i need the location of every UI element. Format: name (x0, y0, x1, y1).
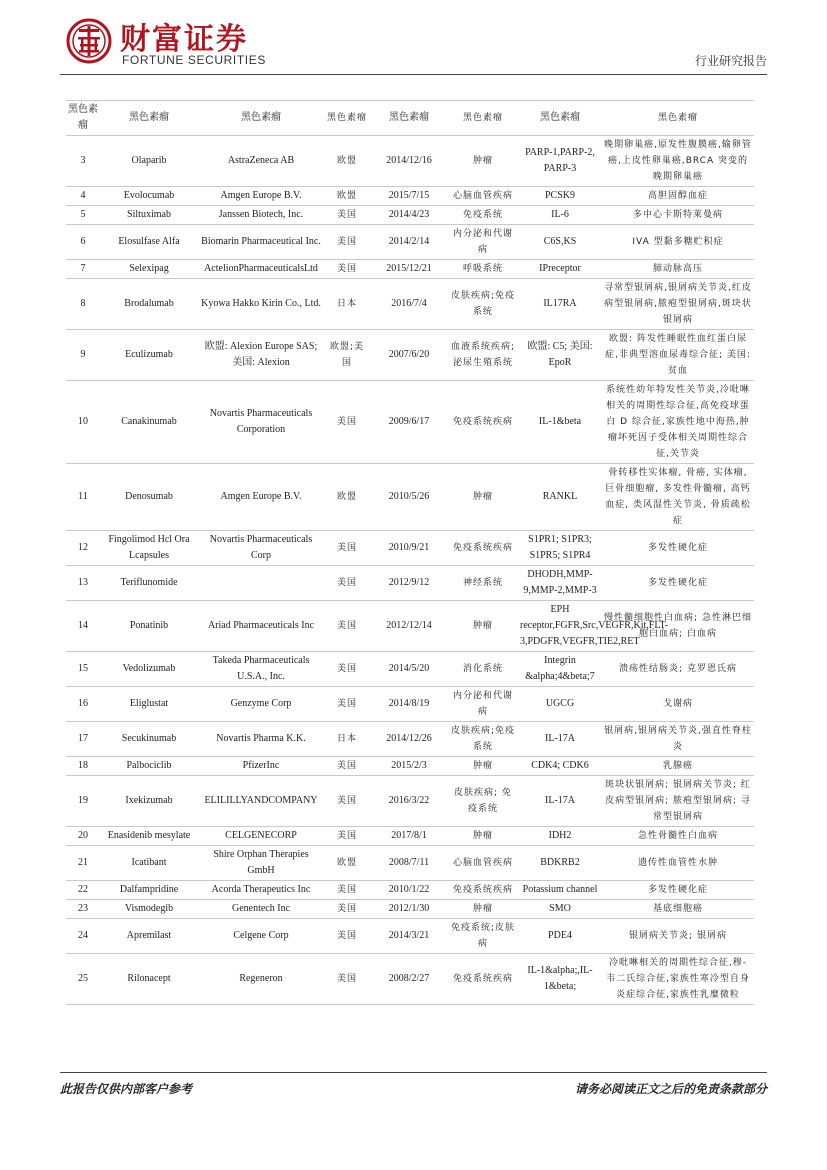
cell-drug-name: Siltuximab (100, 206, 198, 225)
cell-row-number: 7 (66, 260, 100, 279)
cell-company: Ariad Pharmaceuticals Inc (198, 601, 324, 652)
cell-approval-date: 2014/5/20 (370, 652, 448, 687)
cell-approval-date: 2014/4/23 (370, 206, 448, 225)
cell-indication: 乳腺癌 (602, 757, 754, 776)
cell-region: 美国 (324, 225, 370, 260)
cell-row-number: 9 (66, 330, 100, 381)
cell-indication: 多发性硬化症 (602, 566, 754, 601)
cell-company: ELILILLYANDCOMPANY (198, 776, 324, 827)
cell-row-number: 12 (66, 531, 100, 566)
cell-target: UGCG (518, 687, 602, 722)
cell-approval-date: 2007/6/20 (370, 330, 448, 381)
table-row (66, 652, 754, 687)
cell-company: Janssen Biotech, Inc. (198, 206, 324, 225)
cell-target: Potassium channel (518, 881, 602, 900)
cell-approval-date: 2012/1/30 (370, 900, 448, 919)
cell-indication: 基底细胞癌 (602, 900, 754, 919)
cell-therapeutic-area: 皮肤疾病; 免疫系统 (448, 776, 518, 827)
cell-drug-name: Eliglustat (100, 687, 198, 722)
cell-therapeutic-area: 肿瘤 (448, 757, 518, 776)
cell-company: Regeneron (198, 954, 324, 1005)
cell-region: 美国 (324, 827, 370, 846)
cell-therapeutic-area: 免疫系统疾病 (448, 531, 518, 566)
cell-target: DHODH,MMP-9,MMP-2,MMP-3 (518, 566, 602, 601)
cell-target: PDE4 (518, 919, 602, 954)
cell-target: IL-6 (518, 206, 602, 225)
cell-therapeutic-area: 血液系统疾病; 泌尿生殖系统 (448, 330, 518, 381)
cell-target: BDKRB2 (518, 846, 602, 881)
cell-approval-date: 2015/7/15 (370, 187, 448, 206)
brand-name-en: FORTUNE SECURITIES (122, 53, 266, 67)
table-row (66, 101, 754, 136)
table-row (66, 954, 754, 1005)
table-row (66, 776, 754, 827)
cell-therapeutic-area: 免疫系统;皮肤病 (448, 919, 518, 954)
cell-indication: 骨转移性实体瘤, 骨癌, 实体瘤, 巨骨细胞瘤, 多发性骨髓瘤, 高钙血症, 类风湿性关节炎, 骨质疏松症 (602, 464, 754, 531)
cell-drug-name: Fingolimod Hcl Ora Lcapsules (100, 531, 198, 566)
cell-company: Genentech Inc (198, 900, 324, 919)
cell-therapeutic-area: 内分泌和代谢病 (448, 687, 518, 722)
cell-therapeutic-area: 神经系统 (448, 566, 518, 601)
cell-indication: 多发性硬化症 (602, 531, 754, 566)
cell-therapeutic-area: 心脑血管疾病 (448, 187, 518, 206)
cell-indication: IVA 型黏多糖贮积症 (602, 225, 754, 260)
cell-row-number: 25 (66, 954, 100, 1005)
cell-indication: 慢性髓细胞性白血病; 急性淋巴细胞白血病; 白血病 (602, 601, 754, 652)
header-divider (60, 74, 767, 75)
cell-approval-date: 2014/12/26 (370, 722, 448, 757)
cell-therapeutic-area: 免疫系统疾病 (448, 954, 518, 1005)
cell-company: Biomarin Pharmaceutical Inc. (198, 225, 324, 260)
cell-drug-name: Vismodegib (100, 900, 198, 919)
table-row (66, 919, 754, 954)
cell-company: ActelionPharmaceuticalsLtd (198, 260, 324, 279)
cell-target: 欧盟: C5; 美国: EpoR (518, 330, 602, 381)
cell-region: 欧盟 (324, 464, 370, 531)
cell-drug-name: Olaparib (100, 136, 198, 187)
cell-company: Kyowa Hakko Kirin Co., Ltd. (198, 279, 324, 330)
cell-target: CDK4; CDK6 (518, 757, 602, 776)
cell-indication: 遗传性血管性水肿 (602, 846, 754, 881)
cell-region: 美国 (324, 776, 370, 827)
cell-region: 美国 (324, 381, 370, 464)
cell-therapeutic-area: 消化系统 (448, 652, 518, 687)
page-header (0, 0, 827, 80)
cell-indication: 冷吡啉相关的周期性综合征,穆-韦二氏综合征,家族性寒冷型自身炎症综合征,家族性乳糜微粒 (602, 954, 754, 1005)
fortune-securities-logo-icon (66, 18, 112, 64)
table-row (66, 136, 754, 187)
cell-region: 美国 (324, 919, 370, 954)
cell-drug-name: Secukinumab (100, 722, 198, 757)
cell-indication: 溃疡性结肠炎; 克罗恩氏病 (602, 652, 754, 687)
cell-row-number: 17 (66, 722, 100, 757)
cell-approval-date: 2012/9/12 (370, 566, 448, 601)
cell-approval-date: 2010/5/26 (370, 464, 448, 531)
cell-company: Genzyme Corp (198, 687, 324, 722)
cell-target: IL-17A (518, 776, 602, 827)
cell-company: Takeda Pharmaceuticals U.S.A., Inc. (198, 652, 324, 687)
cell-drug-name: Dalfampridine (100, 881, 198, 900)
cell-indication: 急性骨髓性白血病 (602, 827, 754, 846)
cell-drug-name: Canakinumab (100, 381, 198, 464)
cell-target: S1PR1; S1PR3; S1PR5; S1PR4 (518, 531, 602, 566)
cell-drug-name: Selexipag (100, 260, 198, 279)
table-row (66, 260, 754, 279)
cell-drug-name: Evolocumab (100, 187, 198, 206)
cell-approval-date: 2012/12/14 (370, 601, 448, 652)
cell-approval-date: 2014/8/19 (370, 687, 448, 722)
cell-indication: 晚期卵巢癌,原发性腹膜癌,输卵管癌,上皮性卵巢癌,BRCA 突变的晚期卵巢癌 (602, 136, 754, 187)
cell-row-number: 20 (66, 827, 100, 846)
cell-drug-name: Ponatinib (100, 601, 198, 652)
cell-target: PCSK9 (518, 187, 602, 206)
cell-target: IPreceptor (518, 260, 602, 279)
cell-approval-date: 2014/12/16 (370, 136, 448, 187)
cell-therapeutic-area: 免疫系统疾病 (448, 381, 518, 464)
footer-disclaimer-right: 请务必阅读正文之后的免责条款部分 (574, 1082, 767, 1096)
table-row (66, 206, 754, 225)
cell-approval-date: 黑色素瘤 (370, 101, 448, 136)
cell-region: 欧盟 (324, 846, 370, 881)
cell-therapeutic-area: 呼吸系统 (448, 260, 518, 279)
cell-company: Novartis Pharmaceuticals Corporation (198, 381, 324, 464)
table-row (66, 531, 754, 566)
table-body (66, 101, 754, 1005)
cell-approval-date: 2016/3/22 (370, 776, 448, 827)
report-type-label: 行业研究报告 (694, 54, 767, 68)
cell-region: 美国 (324, 687, 370, 722)
cell-target: PARP-1,PARP-2, PARP-3 (518, 136, 602, 187)
cell-region: 日本 (324, 279, 370, 330)
cell-row-number: 22 (66, 881, 100, 900)
cell-region: 美国 (324, 260, 370, 279)
cell-row-number: 21 (66, 846, 100, 881)
cell-drug-name: Icatibant (100, 846, 198, 881)
cell-indication: 黑色素瘤 (602, 101, 754, 136)
cell-row-number: 16 (66, 687, 100, 722)
table-row (66, 279, 754, 330)
cell-target: C6S,KS (518, 225, 602, 260)
footer-disclaimer-left: 此报告仅供内部客户参考 (60, 1082, 193, 1096)
table-row (66, 757, 754, 776)
cell-indication: 银屑病,银屑病关节炎,强直性脊柱炎 (602, 722, 754, 757)
cell-indication: 系统性幼年特发性关节炎,冷吡啉相关的周期性综合征,高免疫球蛋白 D 综合征,家族性地中海热,肿瘤坏死因子受体相关周期性综合征,关节炎 (602, 381, 754, 464)
cell-company: CELGENECORP (198, 827, 324, 846)
cell-target: EPH receptor,FGFR,Src,VEGFR,Kit,FLT-3,PDGFR,VEGFR,TIE2,RET (518, 601, 602, 652)
cell-row-number: 5 (66, 206, 100, 225)
table-row (66, 225, 754, 260)
table-row (66, 566, 754, 601)
cell-region: 美国 (324, 757, 370, 776)
cell-row-number: 14 (66, 601, 100, 652)
cell-therapeutic-area: 心脑血管疾病 (448, 846, 518, 881)
cell-target: Integrin &alpha;4&beta;7 (518, 652, 602, 687)
cell-therapeutic-area: 肿瘤 (448, 827, 518, 846)
cell-row-number: 6 (66, 225, 100, 260)
cell-company: Shire Orphan Therapies GmbH (198, 846, 324, 881)
cell-company: Celgene Corp (198, 919, 324, 954)
cell-indication: 高胆固醇血症 (602, 187, 754, 206)
cell-target: IL-17A (518, 722, 602, 757)
cell-company: Acorda Therapeutics Inc (198, 881, 324, 900)
cell-approval-date: 2014/2/14 (370, 225, 448, 260)
cell-indication: 肺动脉高压 (602, 260, 754, 279)
cell-company: Amgen Europe B.V. (198, 464, 324, 531)
footer-divider (60, 1072, 767, 1073)
cell-target: 黑色素瘤 (518, 101, 602, 136)
cell-drug-name: Vedolizumab (100, 652, 198, 687)
cell-target: IDH2 (518, 827, 602, 846)
cell-drug-name: Ixekizumab (100, 776, 198, 827)
cell-approval-date: 2009/6/17 (370, 381, 448, 464)
cell-therapeutic-area: 黑色素瘤 (448, 101, 518, 136)
cell-region: 美国 (324, 652, 370, 687)
cell-region: 美国 (324, 206, 370, 225)
cell-row-number: 18 (66, 757, 100, 776)
cell-region: 美国 (324, 601, 370, 652)
cell-drug-name: Elosulfase Alfa (100, 225, 198, 260)
table-row (66, 900, 754, 919)
cell-row-number: 3 (66, 136, 100, 187)
cell-row-number: 23 (66, 900, 100, 919)
cell-region: 黑色素瘤 (324, 101, 370, 136)
table-row (66, 601, 754, 652)
cell-region: 美国 (324, 881, 370, 900)
cell-therapeutic-area: 肿瘤 (448, 900, 518, 919)
cell-row-number: 黑色素瘤 (66, 101, 100, 136)
cell-region: 欧盟 (324, 136, 370, 187)
cell-target: IL17RA (518, 279, 602, 330)
cell-drug-name: Denosumab (100, 464, 198, 531)
cell-drug-name: Teriflunomide (100, 566, 198, 601)
table-row (66, 827, 754, 846)
cell-approval-date: 2014/3/21 (370, 919, 448, 954)
cell-drug-name: Apremilast (100, 919, 198, 954)
cell-company: AstraZeneca AB (198, 136, 324, 187)
cell-indication: 多发性硬化症 (602, 881, 754, 900)
cell-therapeutic-area: 免疫系统 (448, 206, 518, 225)
cell-row-number: 10 (66, 381, 100, 464)
cell-drug-name: Enasidenib mesylate (100, 827, 198, 846)
cell-region: 美国 (324, 531, 370, 566)
cell-therapeutic-area: 皮肤疾病;免疫系统 (448, 722, 518, 757)
cell-therapeutic-area: 内分泌和代谢病 (448, 225, 518, 260)
cell-approval-date: 2016/7/4 (370, 279, 448, 330)
cell-indication: 戈谢病 (602, 687, 754, 722)
drug-approval-table (66, 100, 754, 1005)
cell-company: Amgen Europe B.V. (198, 187, 324, 206)
cell-row-number: 15 (66, 652, 100, 687)
cell-region: 美国 (324, 566, 370, 601)
cell-target: IL-1&alpha;,IL-1&beta; (518, 954, 602, 1005)
cell-region: 日本 (324, 722, 370, 757)
cell-indication: 银屑病关节炎; 银屑病 (602, 919, 754, 954)
cell-row-number: 4 (66, 187, 100, 206)
cell-drug-name: 黑色素瘤 (100, 101, 198, 136)
cell-company (198, 566, 324, 601)
cell-company: Novartis Pharmaceuticals Corp (198, 531, 324, 566)
cell-region: 欧盟 (324, 187, 370, 206)
cell-drug-name: Palbociclib (100, 757, 198, 776)
cell-indication: 欧盟: 阵发性睡眠性血红蛋白尿症,非典型溶血尿毒综合征; 美国: 贫血 (602, 330, 754, 381)
cell-therapeutic-area: 肿瘤 (448, 601, 518, 652)
cell-row-number: 13 (66, 566, 100, 601)
cell-company: PfizerInc (198, 757, 324, 776)
cell-company: 黑色素瘤 (198, 101, 324, 136)
cell-approval-date: 2008/7/11 (370, 846, 448, 881)
cell-region: 欧盟;美国 (324, 330, 370, 381)
cell-approval-date: 2010/9/21 (370, 531, 448, 566)
cell-indication: 斑块状银屑病; 银屑病关节炎; 红皮病型银屑病; 脓疱型银屑病; 寻常型银屑病 (602, 776, 754, 827)
cell-therapeutic-area: 肿瘤 (448, 136, 518, 187)
cell-therapeutic-area: 皮肤疾病;免疫系统 (448, 279, 518, 330)
cell-drug-name: Eculizumab (100, 330, 198, 381)
cell-approval-date: 2015/12/21 (370, 260, 448, 279)
cell-approval-date: 2017/8/1 (370, 827, 448, 846)
table-row (66, 187, 754, 206)
cell-company: 欧盟: Alexion Europe SAS; 美国: Alexion (198, 330, 324, 381)
cell-row-number: 11 (66, 464, 100, 531)
cell-target: RANKL (518, 464, 602, 531)
table-row (66, 881, 754, 900)
table-row (66, 722, 754, 757)
cell-therapeutic-area: 免疫系统疾病 (448, 881, 518, 900)
table-row (66, 330, 754, 381)
table-row (66, 381, 754, 464)
table-row (66, 846, 754, 881)
cell-row-number: 19 (66, 776, 100, 827)
cell-approval-date: 2008/2/27 (370, 954, 448, 1005)
cell-row-number: 24 (66, 919, 100, 954)
cell-region: 美国 (324, 900, 370, 919)
cell-target: IL-1&beta (518, 381, 602, 464)
cell-indication: 多中心卡斯特莱曼病 (602, 206, 754, 225)
cell-drug-name: Brodalumab (100, 279, 198, 330)
cell-approval-date: 2010/1/22 (370, 881, 448, 900)
table-row (66, 687, 754, 722)
brand-name-cn: 财富证券 (120, 22, 248, 57)
cell-region: 美国 (324, 954, 370, 1005)
cell-row-number: 8 (66, 279, 100, 330)
cell-target: SMO (518, 900, 602, 919)
cell-drug-name: Rilonacept (100, 954, 198, 1005)
cell-therapeutic-area: 肿瘤 (448, 464, 518, 531)
cell-company: Novartis Pharma K.K. (198, 722, 324, 757)
cell-approval-date: 2015/2/3 (370, 757, 448, 776)
cell-indication: 寻常型银屑病,银屑病关节炎,红皮病型银屑病,脓疱型银屑病,斑块状银屑病 (602, 279, 754, 330)
table-row (66, 464, 754, 531)
